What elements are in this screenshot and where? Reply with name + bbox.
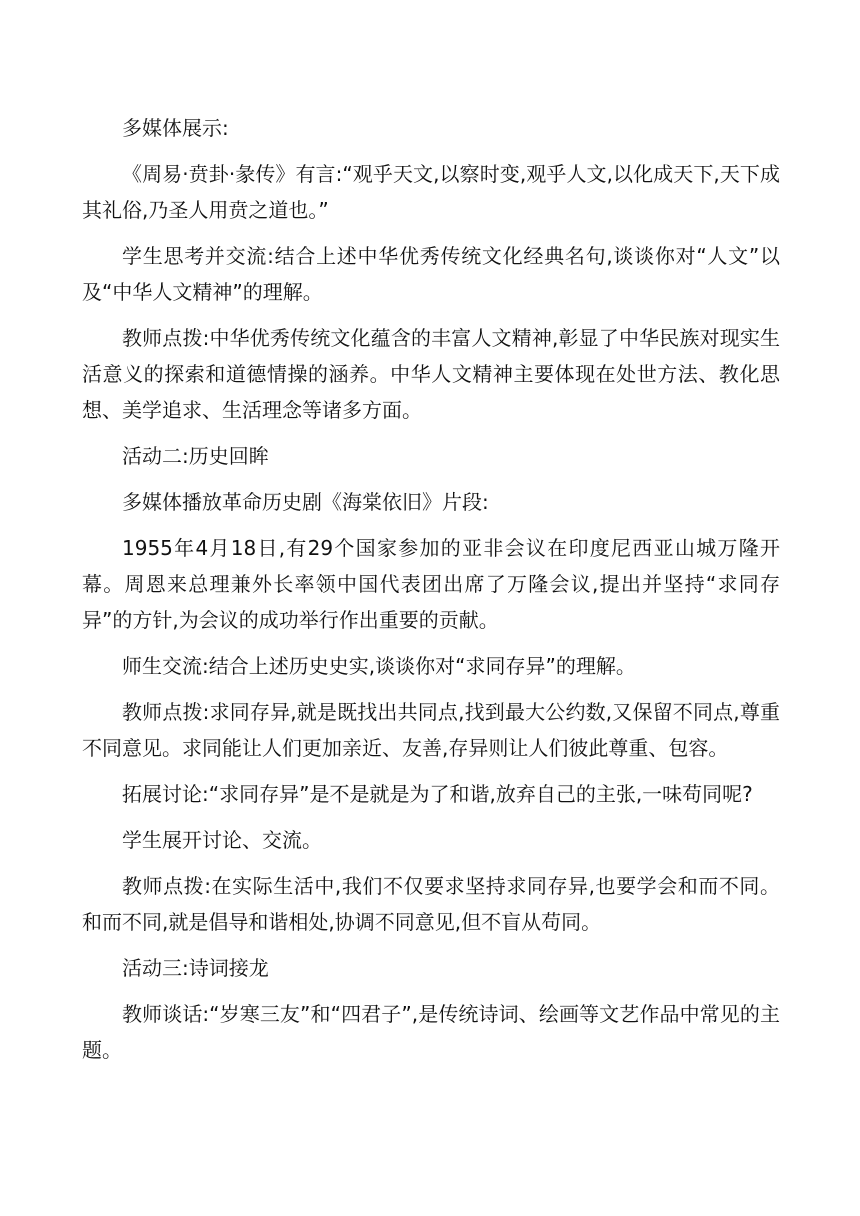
heading-activity-three: 活动三:诗词接龙 (122, 956, 269, 980)
document-body (82, 110, 780, 1078)
paragraph-teacher-guidance-1: 教师点拨:中华优秀传统文化蕴含的丰富人文精神,彰显了中华民族对现实生活意义的探索和道德情操的涵养。中华人文精神主要体现在处世方法、教化思想、美学追求、生活理念等诸多方面。 (82, 326, 780, 422)
paragraph-student-discussion-2: 学生展开讨论、交流。 (122, 828, 322, 852)
paragraph-multimedia-show: 多媒体展示: (122, 116, 229, 140)
paragraph-multimedia-play: 多媒体播放革命历史剧《海棠依旧》片段: (122, 490, 489, 514)
paragraph-zhouyi-quote: 《周易·贲卦·彖传》有言:“观乎天文,以察时变,观乎人文,以化成天下,天下成其礼俗,乃圣人用贲之道也。” (82, 162, 780, 222)
paragraph-teacher-talk: 教师谈话:“岁寒三友”和“四君子”,是传统诗词、绘画等文艺作品中常见的主题。 (82, 1002, 780, 1062)
paragraph-teacher-guidance-2: 教师点拨:求同存异,就是既找出共同点,找到最大公约数,又保留不同点,尊重不同意见。求同能让人们更加亲近、友善,存异则让人们彼此尊重、包容。 (82, 700, 780, 760)
paragraph-teacher-guidance-3: 教师点拨:在实际生活中,我们不仅要求坚持求同存异,也要学会和而不同。和而不同,就是倡导和谐相处,协调不同意见,但不盲从苟同。 (82, 874, 780, 934)
paragraph-teacher-student-exchange: 师生交流:结合上述历史史实,谈谈你对“求同存异”的理解。 (122, 654, 636, 678)
paragraph-extended-discussion: 拓展讨论:“求同存异”是不是就是为了和谐,放弃自己的主张,一味苟同呢? (122, 782, 753, 806)
paragraph-student-discussion-1: 学生思考并交流:结合上述中华优秀传统文化经典名句,谈谈你对“人文”以及“中华人文精神”的理解。 (82, 244, 780, 304)
heading-activity-two: 活动二:历史回眸 (122, 444, 269, 468)
paragraph-bandung-conference: 1955年4月18日,有29个国家参加的亚非会议在印度尼西亚山城万隆开幕。周恩来总理兼外长率领中国代表团出席了万隆会议,提出并坚持“求同存异”的方针,为会议的成功举行作出重要的贡献。 (82, 536, 780, 632)
